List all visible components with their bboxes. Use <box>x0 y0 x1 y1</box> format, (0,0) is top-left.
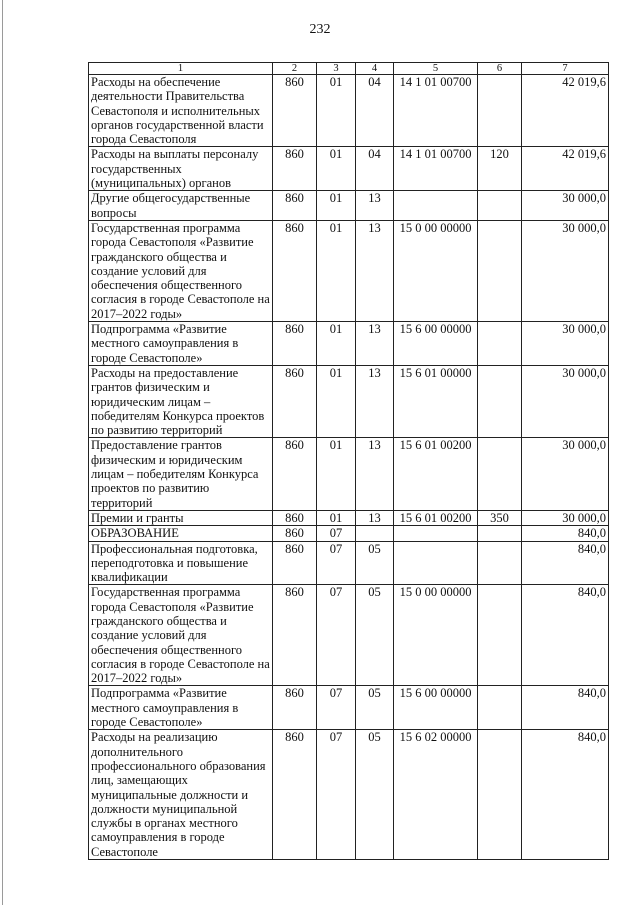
column-header: 7 <box>522 63 609 75</box>
section-code: 07 <box>317 686 356 730</box>
table-row <box>89 585 609 686</box>
department-code: 860 <box>273 585 317 686</box>
budget-table <box>88 62 609 860</box>
expense-name: Расходы на предоставление грантов физическим и юридическим лицам – победителям Конкурса проектов по развитию территорий <box>89 365 273 437</box>
expense-name: Подпрограмма «Развитие местного самоуправления в городе Севастополе» <box>89 322 273 366</box>
subsection-code: 05 <box>356 686 394 730</box>
expense-name: ОБРАЗОВАНИЕ <box>89 526 273 541</box>
amount: 30 000,0 <box>522 365 609 437</box>
column-header: 4 <box>356 63 394 75</box>
section-code: 07 <box>317 730 356 860</box>
table-row <box>89 526 609 541</box>
amount: 840,0 <box>522 730 609 860</box>
target-article-code <box>394 191 478 221</box>
section-code: 01 <box>317 510 356 525</box>
expense-type-code: 120 <box>478 147 522 191</box>
amount: 42 019,6 <box>522 75 609 147</box>
table-row <box>89 322 609 366</box>
expense-type-code <box>478 365 522 437</box>
expense-type-code <box>478 75 522 147</box>
table-body <box>89 75 609 860</box>
expense-type-code: 350 <box>478 510 522 525</box>
department-code: 860 <box>273 75 317 147</box>
subsection-code: 13 <box>356 191 394 221</box>
target-article-code: 15 6 01 00200 <box>394 510 478 525</box>
amount: 840,0 <box>522 585 609 686</box>
target-article-code: 15 0 00 00000 <box>394 585 478 686</box>
target-article-code: 15 6 01 00200 <box>394 438 478 510</box>
expense-name: Государственная программа города Севастополя «Развитие гражданского общества и создание условий для обеспечения общественного согласия в городе Севастополе на 2017–2022 годы» <box>89 585 273 686</box>
department-code: 860 <box>273 438 317 510</box>
expense-type-code <box>478 191 522 221</box>
amount: 30 000,0 <box>522 220 609 321</box>
expense-name: Государственная программа города Севастополя «Развитие гражданского общества и создание условий для обеспечения общественного согласия в городе Севастополе на 2017–2022 годы» <box>89 220 273 321</box>
expense-type-code <box>478 541 522 585</box>
department-code: 860 <box>273 730 317 860</box>
table-row <box>89 686 609 730</box>
column-header: 3 <box>317 63 356 75</box>
department-code: 860 <box>273 191 317 221</box>
table-row <box>89 510 609 525</box>
expense-name: Подпрограмма «Развитие местного самоуправления в городе Севастополе» <box>89 686 273 730</box>
subsection-code: 04 <box>356 147 394 191</box>
section-code: 01 <box>317 220 356 321</box>
column-header: 2 <box>273 63 317 75</box>
amount: 840,0 <box>522 686 609 730</box>
subsection-code: 05 <box>356 585 394 686</box>
department-code: 860 <box>273 686 317 730</box>
expense-name: Расходы на выплаты персоналу государственных (муниципальных) органов <box>89 147 273 191</box>
subsection-code: 13 <box>356 438 394 510</box>
column-header: 5 <box>394 63 478 75</box>
target-article-code <box>394 526 478 541</box>
expense-name: Расходы на обеспечение деятельности Правительства Севастополя и исполнительных органов государственной власти города Севастополя <box>89 75 273 147</box>
amount: 840,0 <box>522 526 609 541</box>
header-row <box>89 63 609 75</box>
section-code: 07 <box>317 585 356 686</box>
target-article-code: 15 6 02 00000 <box>394 730 478 860</box>
expense-type-code <box>478 438 522 510</box>
target-article-code: 14 1 01 00700 <box>394 75 478 147</box>
subsection-code: 05 <box>356 541 394 585</box>
section-code: 01 <box>317 75 356 147</box>
amount: 30 000,0 <box>522 438 609 510</box>
section-code: 07 <box>317 541 356 585</box>
subsection-code: 05 <box>356 730 394 860</box>
target-article-code: 15 0 00 00000 <box>394 220 478 321</box>
section-code: 01 <box>317 191 356 221</box>
subsection-code: 13 <box>356 365 394 437</box>
section-code: 07 <box>317 526 356 541</box>
section-code: 01 <box>317 365 356 437</box>
amount: 42 019,6 <box>522 147 609 191</box>
expense-type-code <box>478 585 522 686</box>
department-code: 860 <box>273 510 317 525</box>
subsection-code <box>356 526 394 541</box>
target-article-code <box>394 541 478 585</box>
department-code: 860 <box>273 322 317 366</box>
column-header: 6 <box>478 63 522 75</box>
department-code: 860 <box>273 541 317 585</box>
table-row <box>89 730 609 860</box>
table-row <box>89 541 609 585</box>
amount: 30 000,0 <box>522 322 609 366</box>
subsection-code: 13 <box>356 510 394 525</box>
expense-type-code <box>478 220 522 321</box>
amount: 30 000,0 <box>522 510 609 525</box>
table-row <box>89 365 609 437</box>
department-code: 860 <box>273 147 317 191</box>
department-code: 860 <box>273 365 317 437</box>
amount: 840,0 <box>522 541 609 585</box>
section-code: 01 <box>317 147 356 191</box>
section-code: 01 <box>317 438 356 510</box>
expense-type-code <box>478 686 522 730</box>
table-row <box>89 75 609 147</box>
expense-name: Премии и гранты <box>89 510 273 525</box>
column-header: 1 <box>89 63 273 75</box>
subsection-code: 13 <box>356 322 394 366</box>
table-row <box>89 191 609 221</box>
expense-type-code <box>478 322 522 366</box>
expense-type-code <box>478 730 522 860</box>
expense-name: Предоставление грантов физическим и юридическим лицам – победителям Конкурса проектов по развитию территорий <box>89 438 273 510</box>
table-row <box>89 438 609 510</box>
section-code: 01 <box>317 322 356 366</box>
expense-name: Профессиональная подготовка, переподготовка и повышение квалификации <box>89 541 273 585</box>
expense-type-code <box>478 526 522 541</box>
expense-name: Расходы на реализацию дополнительного профессионального образования лиц, замещающих муниципальные должности и должности муниципальной службы в органах местного самоуправления в городе Севастополе <box>89 730 273 860</box>
page-number: 232 <box>309 22 331 37</box>
expense-name: Другие общегосударственные вопросы <box>89 191 273 221</box>
department-code: 860 <box>273 526 317 541</box>
table-row <box>89 220 609 321</box>
page-edge <box>2 0 3 905</box>
subsection-code: 04 <box>356 75 394 147</box>
target-article-code: 14 1 01 00700 <box>394 147 478 191</box>
subsection-code: 13 <box>356 220 394 321</box>
department-code: 860 <box>273 220 317 321</box>
target-article-code: 15 6 00 00000 <box>394 686 478 730</box>
table-row <box>89 147 609 191</box>
amount: 30 000,0 <box>522 191 609 221</box>
target-article-code: 15 6 01 00000 <box>394 365 478 437</box>
target-article-code: 15 6 00 00000 <box>394 322 478 366</box>
